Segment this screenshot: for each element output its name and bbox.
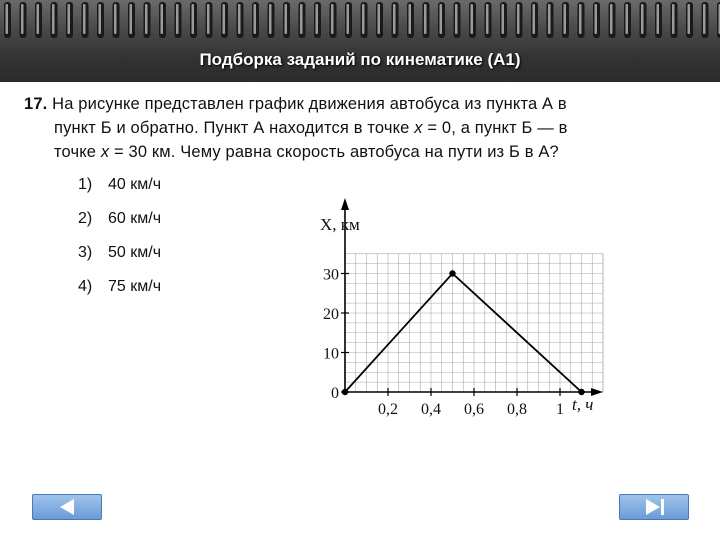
triangle-left-icon [33,495,101,519]
binding-ring [345,2,352,38]
binding-ring [283,2,290,38]
y-tick-label: 10 [323,345,339,363]
binding-ring [128,2,135,38]
binding-ring [547,2,554,38]
binding-ring [500,2,507,38]
binding-ring [144,2,151,38]
binding-ring [562,2,569,38]
answer-option[interactable]: 3) 50 км/ч [78,244,162,261]
y-axis-label: X, км [320,215,360,234]
answer-option[interactable]: 1) 40 км/ч [78,176,162,193]
graph-grid [345,254,603,392]
binding-ring [113,2,120,38]
skip-next-icon [620,495,688,519]
x-tick-label: 1 [556,401,564,418]
binding-ring [640,2,647,38]
question-number: 17. [24,95,48,113]
binding-ring [686,2,693,38]
question-text [24,92,699,164]
binding-ring [20,2,27,38]
binding-ring [4,2,11,38]
y-tick-label: 20 [323,306,339,323]
answer-option[interactable]: 4) 75 км/ч [78,278,162,295]
spiral-binding [0,0,720,44]
binding-ring [392,2,399,38]
binding-ring [624,2,631,38]
x-tick-label: 0,2 [378,401,398,418]
binding-ring [82,2,89,38]
binding-ring [268,2,275,38]
data-point [342,389,348,395]
binding-ring [423,2,430,38]
binding-ring [593,2,600,38]
binding-ring [175,2,182,38]
binding-ring [376,2,383,38]
previous-slide-button[interactable] [32,494,102,520]
y-axis-arrow [341,198,349,210]
binding-ring [578,2,585,38]
binding-ring [97,2,104,38]
binding-ring [469,2,476,38]
binding-ring [66,2,73,38]
answer-option[interactable]: 2) 60 км/ч [78,210,162,227]
binding-ring [454,2,461,38]
y-tick-label: 0 [331,385,339,402]
binding-ring [159,2,166,38]
x-tick-label: 0,4 [421,401,441,418]
position-time-graph [300,192,620,432]
binding-ring [516,2,523,38]
binding-ring [655,2,662,38]
next-slide-button[interactable] [619,494,689,520]
binding-ring [206,2,213,38]
binding-ring [361,2,368,38]
question-line-1: 17. На рисунке представлен график движения автобуса из пункта А в [24,95,567,113]
data-point [449,270,455,276]
binding-ring [51,2,58,38]
binding-ring [407,2,414,38]
x-tick-label: 0,6 [464,401,484,418]
binding-ring [702,2,709,38]
binding-ring [609,2,616,38]
binding-ring [330,2,337,38]
binding-ring [531,2,538,38]
header-bar [0,0,720,82]
binding-ring [299,2,306,38]
binding-ring [485,2,492,38]
data-point [578,389,584,395]
binding-ring [314,2,321,38]
question-line-3: точке x = 30 км. Чему равна скорость автобуса на пути из Б в А? [54,143,559,161]
binding-ring [671,2,678,38]
binding-ring [35,2,42,38]
binding-ring [237,2,244,38]
binding-ring [438,2,445,38]
x-axis-label: t, ч [572,395,594,414]
binding-ring [190,2,197,38]
y-tick-label: 30 [323,266,339,284]
x-tick-label: 0,8 [507,401,527,418]
binding-ring [252,2,259,38]
page-title: Подборка заданий по кинематике (А1) [199,50,521,69]
binding-ring [221,2,228,38]
question-line-2: пункт Б и обратно. Пункт А находится в точке x = 0, а пункт Б — в [54,119,568,137]
